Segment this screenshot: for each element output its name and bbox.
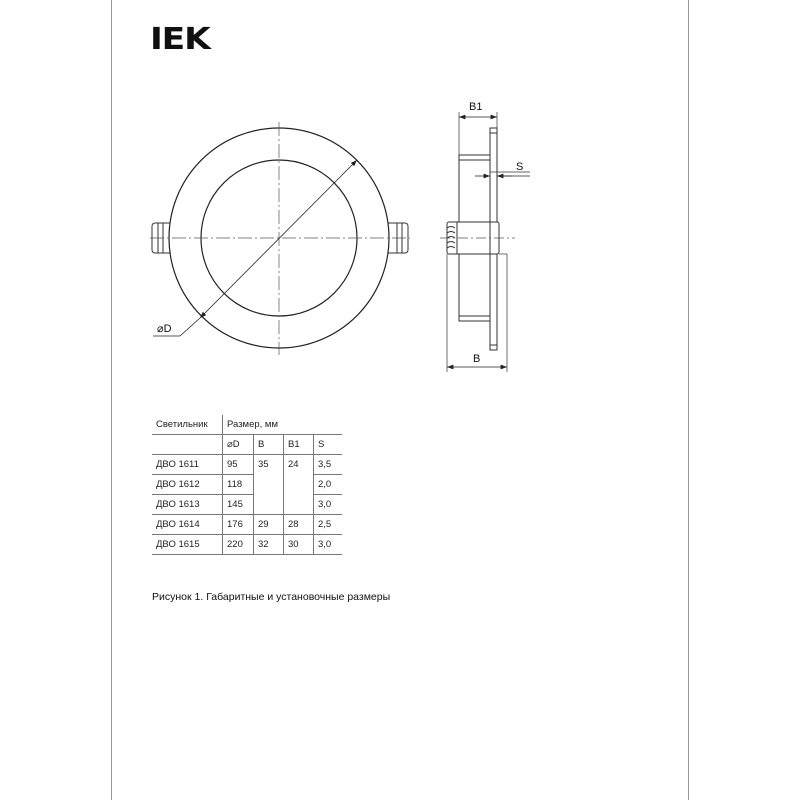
b-label: B [473, 353, 481, 365]
header-s: S [314, 435, 343, 455]
front-view [150, 122, 410, 355]
diameter-label: ⌀D [157, 323, 172, 335]
table-header-row [152, 415, 342, 435]
side-view [440, 112, 530, 372]
table-row: ДВО 1613 145 3,0 [152, 495, 342, 515]
table-row: ДВО 1612 118 2,0 [152, 475, 342, 495]
s-label: S [516, 161, 524, 173]
header-b: B [254, 435, 284, 455]
table-row: ДВО 1615 220 32 30 3,0 [152, 535, 342, 555]
header-size: Размер, мм [223, 415, 343, 435]
header-d: ⌀D [223, 435, 254, 455]
table-row: ДВО 1611 95 35 24 3,5 [152, 455, 342, 475]
table-row: ДВО 1614 176 29 28 2,5 [152, 515, 342, 535]
header-luminaire: Светильник [152, 415, 223, 435]
figure-caption: Рисунок 1. Габаритные и установочные размеры [152, 591, 391, 603]
iek-logo: IEK [150, 22, 210, 57]
dimensions-table [152, 415, 342, 555]
header-b1: B1 [284, 435, 314, 455]
table-subheader-row [152, 435, 342, 455]
b1-label: B1 [469, 101, 483, 113]
